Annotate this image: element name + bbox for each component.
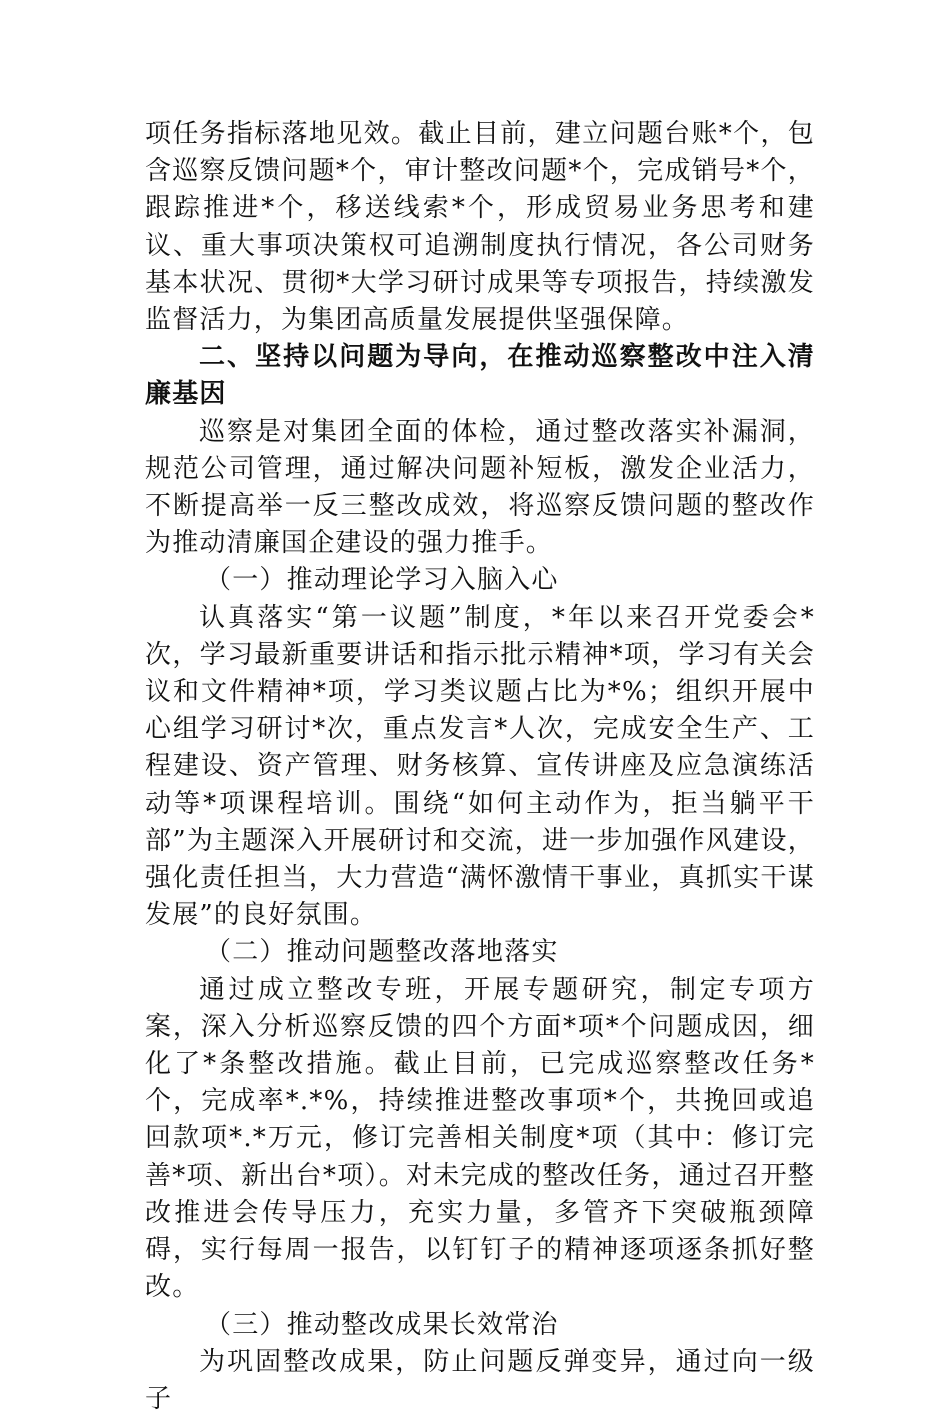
subsection-heading: （一）推动理论学习入脑入心 — [205, 565, 559, 596]
subsection-heading: （二）推动问题整改落地落实 — [205, 937, 559, 968]
body-paragraph: 认真落实“第一议题”制度，*年以来召开党委会*次，学习最新重要讲话和指示批示精神*项，学习有关会议和文件精神*项，学习类议题占比为*%；组织开展中心组学习研讨*次，重点发言*人次，完成安全生产、工程建设、资产管理、财务核算、宣传讲座及应急演练活动等*项课程培训。围绕“如何主动作为，拒当躺平干部”为主题深入开展研讨和交流，进一步加强作风建设，强化责任担当，大力营造“满怀激情干事业，真抓实干谋发展”的良好氛围。 — [145, 602, 815, 931]
body-paragraph: 为巩固整改成果，防止问题反弹变异，通过向一级子 — [145, 1346, 815, 1414]
body-paragraph: 项任务指标落地见效。截止目前，建立问题台账*个，包含巡察反馈问题*个，审计整改问题*个，完成销号*个，跟踪推进*个，移送线索*个，形成贸易业务思考和建议、重大事项决策权可追溯制度执行情况，各公司财务基本状况、贯彻*大学习研讨成果等专项报告，持续激发监督活力，为集团高质量发展提供坚强保障。 — [145, 119, 815, 336]
section-heading: 二、坚持以问题为导向，在推动巡察整改中注入清廉基因 — [145, 342, 815, 410]
document-body — [145, 116, 815, 1418]
subsection-heading: （三）推动整改成果长效常治 — [205, 1309, 559, 1340]
body-paragraph: 巡察是对集团全面的体检，通过整改落实补漏洞，规范公司管理，通过解决问题补短板，激发企业活力，不断提高举一反三整改成效，将巡察反馈问题的整改作为推动清廉国企建设的强力推手。 — [145, 416, 815, 559]
body-paragraph: 通过成立整改专班，开展专题研究，制定专项方案，深入分析巡察反馈的四个方面*项*个问题成因，细化了*条整改措施。截止目前，已完成巡察整改任务*个，完成率*.*%，持续推进整改事项*个，共挽回或追回款项*.*万元，修订完善相关制度*项（其中：修订完善*项、新出台*项）。对未完成的整改任务，通过召开整改推进会传导压力，充实力量，多管齐下突破瓶颈障碍，实行每周一报告，以钉钉子的精神逐项逐条抓好整改。 — [145, 974, 815, 1303]
